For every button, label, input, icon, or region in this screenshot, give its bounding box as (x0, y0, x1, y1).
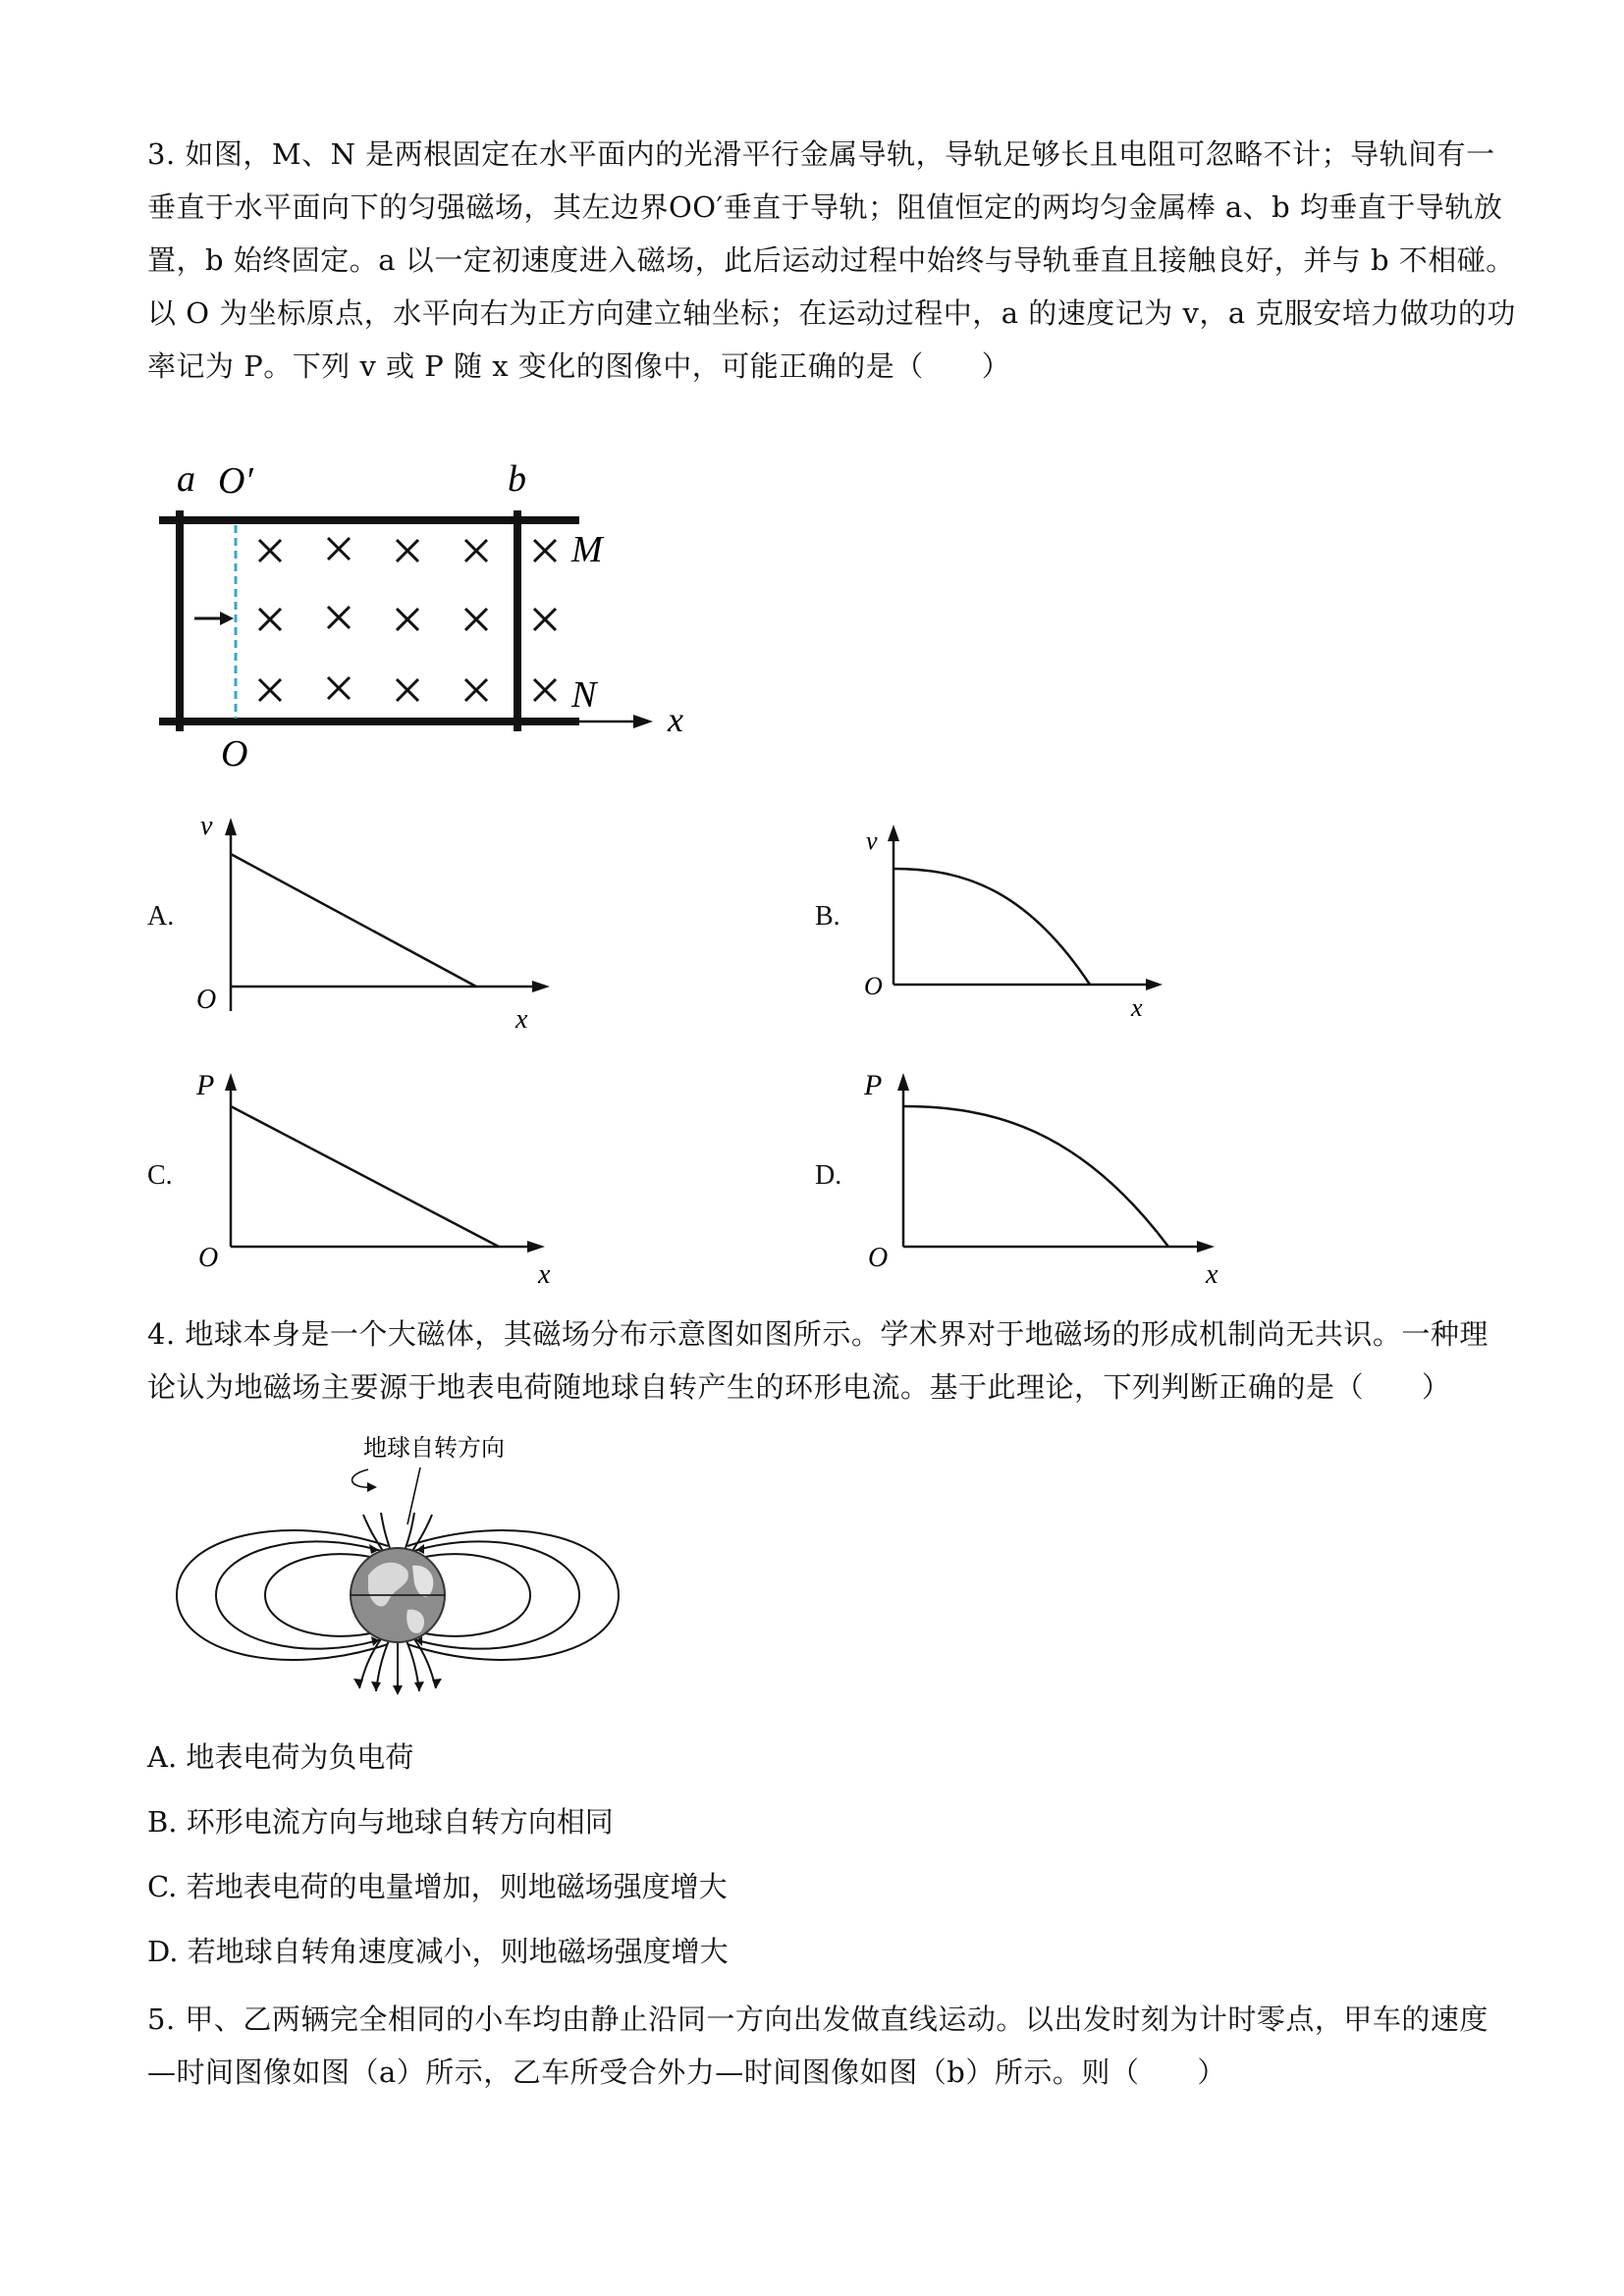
q3-line: 率记为 P。下列 v 或 P 随 x 变化的图像中，可能正确的是（ ） (147, 349, 1011, 383)
q5-line: —时间图像如图（a）所示，乙车所受合外力—时间图像如图（b）所示。则（ ） (147, 2056, 1226, 2089)
concave-decreasing-curve (903, 1106, 1168, 1247)
q3-line: 以 O 为坐标原点，水平向右为正方向建立轴坐标；在运动过程中，a 的速度记为 v，a 克服安培力做功的功 (147, 296, 1516, 330)
x-axis-label: x (1131, 993, 1143, 1022)
q4-option-b[interactable]: B. 环形电流方向与地球自转方向相同 (147, 1805, 614, 1839)
rail-magnetic-field-figure (147, 461, 717, 785)
y-axis-arrow (225, 1073, 237, 1091)
magnetic-field-crosses (259, 538, 556, 701)
x-axis-label: x (515, 1004, 528, 1035)
label-M: M (571, 529, 603, 570)
q4-option-a[interactable]: A. 地表电荷为负电荷 (147, 1740, 414, 1774)
q3-line: 3. 如图，M、N 是两根固定在水平面内的光滑平行金属导轨，导轨足够长且电阻可忽略不计；导轨间有一 (147, 137, 1495, 171)
q3-line: 垂直于水平面向下的匀强磁场，其左边界OO′垂直于导轨；阻值恒定的两均匀金属棒 a、b 均垂直于导轨放 (147, 190, 1503, 224)
concave-decreasing-curve (893, 869, 1090, 985)
x-axis-arrow (1197, 1241, 1215, 1253)
y-axis-arrow (897, 1073, 909, 1091)
origin-label: O (196, 985, 217, 1015)
q4-line: 论认为地磁场主要源于地表电荷随地球自转产生的环形电流。基于此理论，下列判断正确的是（ ） (147, 1370, 1451, 1404)
question-3-text (147, 128, 1516, 393)
question-5-text (147, 1993, 1492, 2099)
q3-line: 置，b 始终固定。a 以一定初速度进入磁场，此后运动过程中始终与导轨垂直且接触良好，并与 b 不相碰。 (147, 243, 1515, 277)
label-O: O (221, 733, 248, 774)
earth-rotation-caption: 地球自转方向 (363, 1436, 505, 1462)
q4-option-d[interactable]: D. 若地球自转角速度减小，则地磁场强度增大 (147, 1935, 729, 1968)
option-d-label[interactable]: D. (815, 1160, 842, 1191)
label-x: x (668, 700, 683, 739)
label-O-prime: O′ (218, 461, 253, 502)
earth-magnetic-field-figure (167, 1428, 628, 1723)
origin-label: O (868, 1243, 889, 1273)
linear-decreasing-curve (231, 854, 476, 987)
y-axis-label: P (864, 1069, 883, 1101)
option-c-label[interactable]: C. (147, 1160, 173, 1191)
label-a: a (177, 461, 195, 500)
y-axis-label: v (866, 827, 878, 855)
y-axis-arrow (888, 825, 899, 841)
y-axis-label: P (196, 1069, 215, 1101)
x-axis-arrow (527, 1241, 545, 1253)
option-d-graph[interactable] (854, 1065, 1237, 1291)
question-4-text (147, 1308, 1492, 1414)
linear-decreasing-curve (231, 1106, 499, 1247)
q5-line: 5. 甲、乙两辆完全相同的小车均由静止沿同一方向出发做直线运动。以出发时刻为计时零点，甲车的速度 (147, 2002, 1489, 2036)
x-axis-label: x (1206, 1259, 1218, 1290)
origin-label: O (198, 1243, 219, 1273)
x-axis-arrow (1146, 979, 1163, 990)
y-axis-label: v (200, 811, 213, 841)
option-b-label[interactable]: B. (815, 901, 840, 932)
x-axis-label: x (538, 1259, 551, 1290)
x-axis-arrow (633, 715, 653, 728)
q4-option-c[interactable]: C. 若地表电荷的电量增加，则地磁场强度增大 (147, 1870, 728, 1903)
option-a-graph[interactable] (187, 810, 560, 1036)
label-b: b (508, 461, 526, 500)
x-axis-arrow (532, 981, 550, 992)
y-axis-arrow (225, 818, 237, 835)
option-a-label[interactable]: A. (147, 901, 175, 932)
velocity-arrow (220, 612, 234, 625)
label-N: N (571, 674, 597, 716)
q4-line: 4. 地球本身是一个大磁体，其磁场分布示意图如图所示。学术界对于地磁场的形成机制尚无共识。一种理 (147, 1317, 1489, 1351)
origin-label: O (864, 972, 883, 1000)
option-b-graph[interactable] (854, 820, 1178, 1026)
option-c-graph[interactable] (187, 1065, 579, 1291)
